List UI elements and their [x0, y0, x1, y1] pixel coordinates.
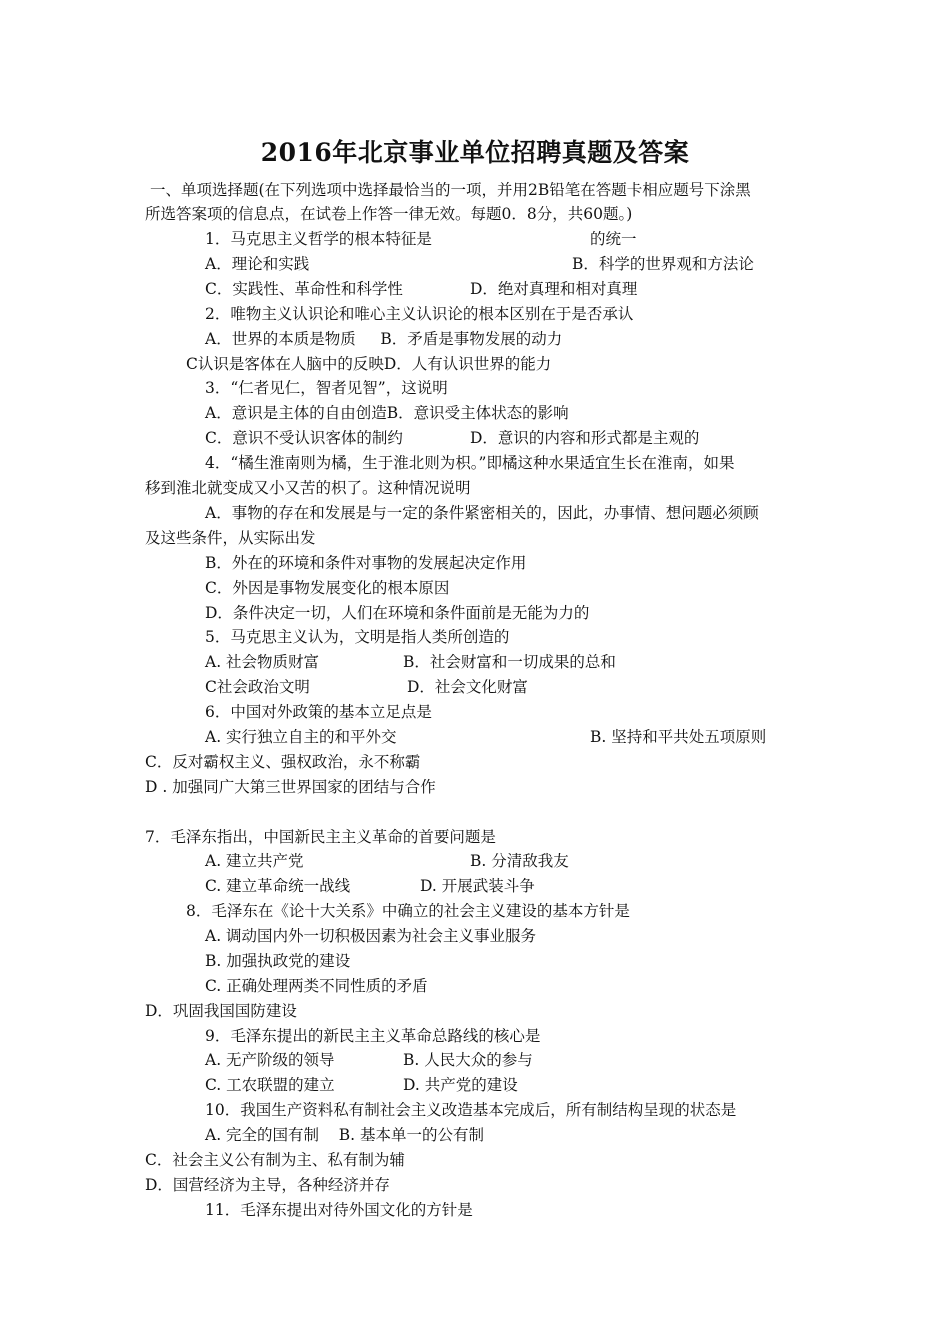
option-c: C．社会主义公有制为主、私有制为辅 [145, 1151, 405, 1169]
option-b: B．科学的世界观和方法论 [572, 255, 754, 273]
section-intro: 一、单项选择题(在下列选项中选择最恰当的一项，并用2B铅笔在答题卡相应题号下涂黑 [150, 181, 751, 199]
option-d: D．绝对真理和相对真理 [470, 280, 638, 298]
option-d: D . 加强同广大第三世界国家的团结与合作 [145, 778, 436, 796]
option-c: C. 建立革命统一战线 [205, 877, 351, 895]
option-ab: A．世界的本质是物质 B．矛盾是事物发展的动力 [205, 330, 563, 348]
question-stem: 移到淮北就变成又小又苦的枳了。这种情况说明 [145, 479, 471, 497]
option-d: D．社会文化财富 [407, 678, 528, 696]
option-b: B. 分清敌我友 [470, 852, 569, 870]
option-d: D. 开展武装斗争 [420, 877, 535, 895]
option-a: A. 调动国内外一切积极因素为社会主义事业服务 [205, 927, 537, 945]
option-a: A. 实行独立自主的和平外交 [205, 728, 397, 746]
option-a: A. 无产阶级的领导 [205, 1051, 335, 1069]
option-d: D．意识的内容和形式都是主观的 [470, 429, 700, 447]
option-c: C社会政治文明 [205, 678, 310, 696]
page-title: 2016年北京事业单位招聘真题及答案 [260, 138, 690, 167]
option-a: 及这些条件，从实际出发 [145, 529, 316, 547]
option-a: A．理论和实践 [205, 255, 310, 273]
option-c: C. 正确处理两类不同性质的矛盾 [205, 977, 428, 995]
option-ab: A. 完全的国有制 B. 基本单一的公有制 [205, 1126, 485, 1144]
question-stem-tail: 的统一 [590, 230, 637, 248]
option-d: D. 共产党的建设 [403, 1076, 518, 1094]
option-b: B. 人民大众的参与 [403, 1051, 533, 1069]
question-stem: 1．马克思主义哲学的根本特征是 [205, 230, 432, 248]
question-stem: 4．“橘生淮南则为橘，生于淮北则为枳。”即橘这种水果适宜生长在淮南，如果 [205, 454, 735, 472]
option-d: D．条件决定一切，人们在环境和条件面前是无能为力的 [205, 604, 590, 622]
question-stem: 7．毛泽东指出，中国新民主主义革命的首要问题是 [145, 828, 496, 846]
option-c: C．外因是事物发展变化的根本原因 [205, 579, 450, 597]
option-ab: A．意识是主体的自由创造B．意识受主体状态的影响 [205, 404, 569, 422]
question-stem: 10．我国生产资料私有制社会主义改造基本完成后，所有制结构呈现的状态是 [205, 1101, 737, 1119]
option-a: A. 建立共产党 [205, 852, 304, 870]
option-cd: C认识是客体在人脑中的反映D．人有认识世界的能力 [186, 355, 552, 373]
option-c: C. 工农联盟的建立 [205, 1076, 335, 1094]
option-b: B. 加强执政党的建设 [205, 952, 351, 970]
option-b: B．社会财富和一切成果的总和 [403, 653, 616, 671]
option-a: A. 社会物质财富 [205, 653, 320, 671]
option-b: B．外在的环境和条件对事物的发展起决定作用 [205, 554, 527, 572]
option-b: B. 坚持和平共处五项原则 [590, 728, 767, 746]
option-c: C．实践性、革命性和科学性 [205, 280, 403, 298]
option-c: C．意识不受认识客体的制约 [205, 429, 403, 447]
option-d: D．国营经济为主导，各种经济并存 [145, 1176, 390, 1194]
option-d: D．巩固我国国防建设 [145, 1002, 297, 1020]
question-stem: 2．唯物主义认识论和唯心主义认识论的根本区别在于是否承认 [205, 305, 634, 323]
question-stem: 11．毛泽东提出对待外国文化的方针是 [205, 1201, 473, 1219]
question-stem: 8．毛泽东在《论十大关系》中确立的社会主义建设的基本方针是 [186, 902, 630, 920]
option-a: A．事物的存在和发展是与一定的条件紧密相关的，因此，办事情、想问题必须顾 [205, 504, 759, 522]
question-stem: 5．马克思主义认为，文明是指人类所创造的 [205, 628, 510, 646]
option-c: C．反对霸权主义、强权政治，永不称霸 [145, 753, 421, 771]
question-stem: 3．“仁者见仁，智者见智”，这说明 [205, 379, 448, 397]
question-stem: 9．毛泽东提出的新民主主义革命总路线的核心是 [205, 1027, 541, 1045]
section-intro: 所选答案项的信息点，在试卷上作答一律无效。每题0．8分，共60题。) [145, 205, 633, 223]
question-stem: 6．中国对外政策的基本立足点是 [205, 703, 432, 721]
